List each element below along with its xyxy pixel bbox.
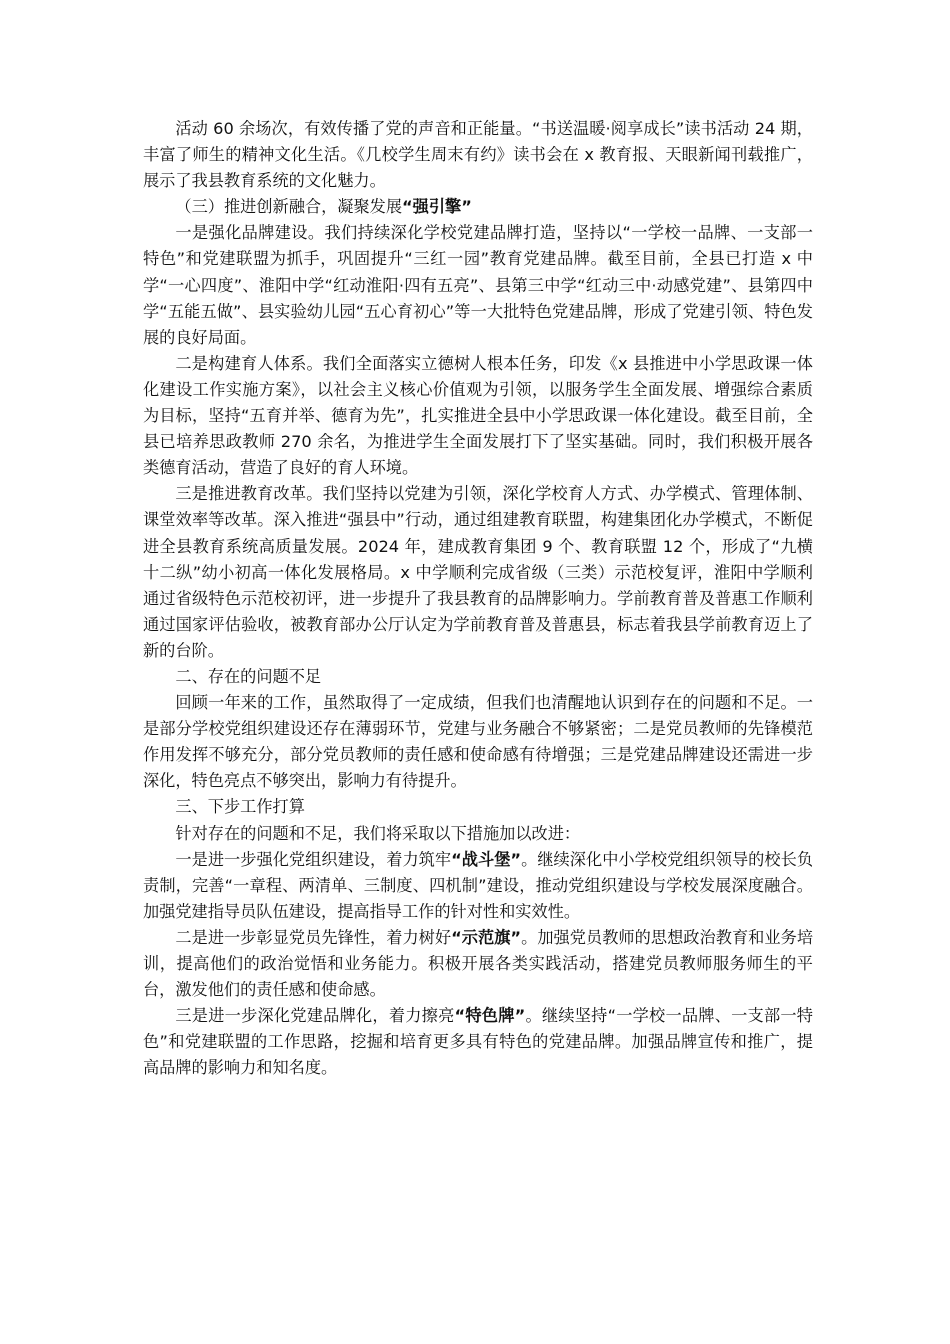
measure-one-rest: 。继续深化中小学校党组织领导的校长负责制，完善“一章程、两清单、三制度、四机制”建设，推动党组织建设与学校发展深度融合。加强党建指导员队伍建设，提高指导工作的针对性和实效性。 [143, 849, 814, 921]
paragraph-brand-building: 一是强化品牌建设。我们持续深化学校党建品牌打造，坚持以“一学校一品牌、一支部一特色”和党建联盟为抓手，巩固提升“三红一园”教育党建品牌。截至目前，全县已打造 x 中学“一心四度”、淮阳中学“红动淮阳·四有五亮”、县第三中学“红动三中·动感党建”、县第四中学“五能五做”、县实验幼儿园“五心育初心”等一大批特色党建品牌，形成了党建引领、特色发展的良好局面。 [143, 223, 813, 347]
section-heading-next-steps: 三、下步工作打算 [175, 797, 305, 817]
document-body [143, 116, 813, 1081]
paragraph-measures-intro: 针对存在的问题和不足，我们将采取以下措施加以改进： [175, 823, 581, 843]
paragraph-problems: 回顾一年来的工作，虽然取得了一定成绩，但我们也清醒地认识到存在的问题和不足。一是部分学校党组织建设还存在薄弱环节，党建与业务融合不够紧密；二是党员教师的先锋模范作用发挥不够充分，部分党员教师的责任感和使命感有待增强；三是党建品牌建设还需进一步深化，特色亮点不够突出，影响力有待提升。 [143, 693, 813, 791]
paragraph-education-system: 二是构建育人体系。我们全面落实立德树人根本任务，印发《x 县推进中小学思政课一体化建设工作实施方案》，以社会主义核心价值观为引领，以服务学生全面发展、增强综合素质为目标，坚持“五育并举、德育为先”，扎实推进全县中小学思政课一体化建设。截至目前，全县已培养思政教师 270 余名，为推进学生全面发展打下了坚实基础。同时，我们积极开展各类德育活动，营造了良好的育人环境。 [143, 353, 813, 478]
measure-two-emphasis: “示范旗” [451, 927, 522, 947]
measure-two-rest: 。加强党员教师的思想政治教育和业务培训，提高他们的政治觉悟和业务能力。积极开展各类实践活动，搭建党员教师服务师生的平台，激发他们的责任感和使命感。 [143, 927, 814, 1000]
measure-one-emphasis: “战斗堡” [451, 849, 522, 869]
measure-three-lead: 三是进一步深化党建品牌化，着力擦亮 [175, 1006, 455, 1026]
heading-emphasis: “强引擎” [402, 197, 472, 217]
measure-two-lead: 二是进一步彰显党员先锋性，着力树好 [175, 927, 452, 947]
measure-one-lead: 一是进一步强化党组织建设，着力筑牢 [175, 849, 452, 869]
paragraph-activities: 活动 60 余场次，有效传播了党的声音和正能量。“书送温暖·阅享成长”读书活动 24 期，丰富了师生的精神文化生活。《几校学生周末有约》读书会在 x 教育报、天眼新闻刊载推广，展示了我县教育系统的文化魅力。 [143, 119, 813, 191]
section-heading-innovation [143, 194, 813, 220]
measure-three-emphasis: “特色牌” [454, 1006, 526, 1026]
measure-three-rest: 。继续坚持“一学校一品牌、一支部一特色”和党建联盟的工作思路，挖掘和培育更多具有特色的党建品牌。加强品牌宣传和推广，提高品牌的影响力和知名度。 [143, 1006, 813, 1078]
paragraph-measure-three [143, 1003, 813, 1081]
paragraph-measure-one [143, 847, 813, 925]
paragraph-measure-two [143, 925, 813, 1003]
paragraph-education-reform: 三是推进教育改革。我们坚持以党建为引领，深化学校育人方式、办学模式、管理体制、课堂效率等改革。深入推进“强县中”行动，通过组建教育联盟，构建集团化办学模式，不断促进全县教育系统高质量发展。2024 年，建成教育集团 9 个、教育联盟 12 个，形成了“九横十二纵”幼小初高一体化发展格局。x 中学顺利完成省级（三类）示范校复评，淮阳中学顺利通过省级特色示范校初评，进一步提升了我县教育的品牌影响力。学前教育普及普惠工作顺利通过国家评估验收，被教育部办公厅认定为学前教育普及普惠县，标志着我县学前教育迈上了新的台阶。 [143, 484, 813, 660]
heading-prefix: （三）推进创新融合，凝聚发展 [175, 197, 403, 217]
section-heading-problems: 二、存在的问题不足 [175, 666, 322, 686]
